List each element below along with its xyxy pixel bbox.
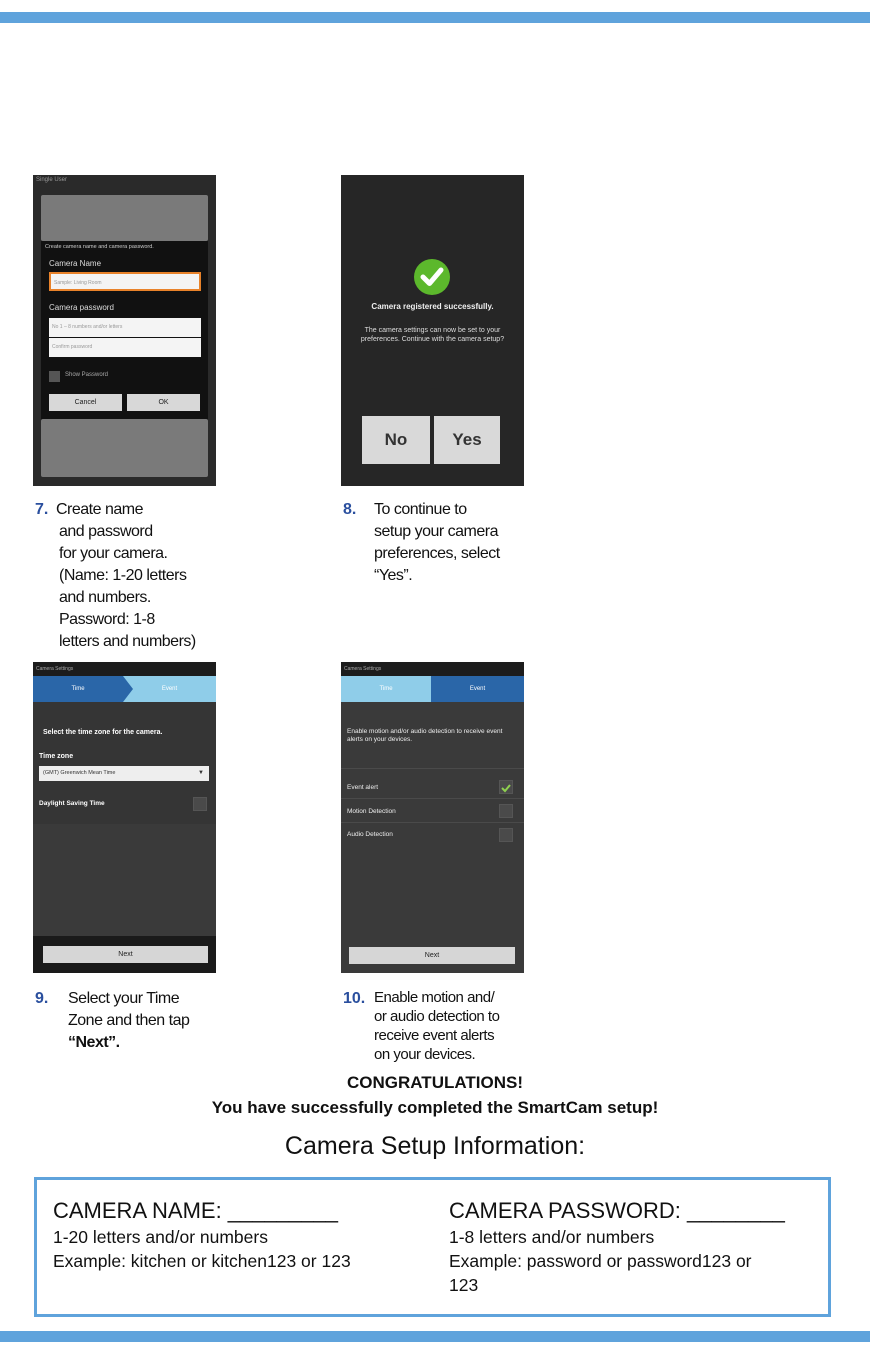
caption-line: and password [59,523,153,540]
caption-step-8 [374,499,500,587]
screenshot-camera-registered [341,175,524,486]
screenshot-event-detection [341,662,524,973]
ok-button[interactable]: OK [127,394,200,411]
dimmed-background [41,195,208,241]
event-alert-label: Event alert [347,784,379,791]
setup-info-box [34,1177,831,1317]
bottom-accent-bar [0,1331,870,1342]
caption-line: Select your Time [68,990,180,1007]
camera-name-rule: 1-20 letters and/or numbers [53,1227,268,1247]
yes-button[interactable]: Yes [434,416,500,464]
caption-step-7 [56,499,196,653]
screenshot-create-camera [33,175,216,486]
registered-message-title: Camera registered successfully. [371,302,494,311]
create-camera-dialog [41,241,208,421]
audio-detection-checkbox[interactable] [499,828,513,842]
step-time: Time [33,676,123,702]
caption-line: receive event alerts [374,1027,495,1044]
next-button[interactable]: Next [43,946,208,963]
step-number: 9. [35,990,49,1007]
camera-name-example: Example: kitchen or kitchen123 or 123 [53,1251,351,1271]
time-zone-select[interactable] [39,766,209,781]
audio-detection-label: Audio Detection [347,831,393,838]
caption-line: Enable motion and/ [374,989,495,1006]
camera-name-input[interactable]: Sample: Living Room [49,272,201,291]
caption-line: Password: 1-8 [59,611,155,628]
step-arrow-icon [421,676,431,702]
step-time: Time [379,686,393,692]
congrats-subheading: You have successfully completed the SmartCam setup! [211,1098,659,1117]
divider [341,768,524,769]
caption-step-10 [374,988,499,1064]
camera-name-heading: CAMERA NAME: _________ [53,1198,338,1223]
caption-line: on your devices. [374,1046,476,1063]
step-number: 7. [35,501,49,518]
congrats-heading: CONGRATULATIONS! [347,1073,523,1092]
next-button[interactable]: Next [349,947,515,964]
camera-password-column [449,1197,785,1297]
time-zone-label: Time zone [39,753,74,760]
daylight-saving-checkbox[interactable] [193,797,207,811]
screen-title: Camera Settings [33,662,216,676]
camera-name-label: Camera Name [49,259,102,268]
dropdown-arrow-icon: ▼ [198,770,204,776]
caption-line: preferences, select [374,545,500,562]
divider [341,798,524,799]
camera-password-heading: CAMERA PASSWORD: ________ [449,1198,785,1223]
caption-line: setup your camera [374,523,499,540]
congratulations-message [0,1070,870,1120]
camera-name-column [53,1197,351,1273]
camera-password-example-cont: 123 [449,1275,479,1295]
caption-line: for your camera. [59,545,168,562]
motion-detection-checkbox[interactable] [499,804,513,818]
step-number: 10. [343,990,366,1007]
caption-line: To continue to [374,501,467,518]
caption-line: Create name [56,501,143,518]
no-button[interactable]: No [362,416,430,464]
camera-password-input[interactable]: No 1 – 8 numbers and/or letters [49,318,201,337]
step-event: Event [431,676,524,702]
divider [341,822,524,823]
step-arrow-icon [123,676,133,702]
daylight-saving-label: Daylight Saving Time [39,800,105,807]
caption-step-9 [68,988,189,1054]
setup-info-title: Camera Setup Information: [284,1132,586,1160]
registered-message-body: The camera settings can now be set to your preferences. Continue with the camera setup? [360,327,505,343]
setup-steps [33,676,216,702]
time-zone-instruction: Select the time zone for the camera. [43,729,163,736]
camera-password-example: Example: password or password123 or [449,1251,752,1271]
step-event: Event [161,686,178,692]
show-password-checkbox[interactable] [49,371,60,382]
screen-title: Single User [36,177,68,183]
checkmark-icon [500,782,512,794]
success-check-icon [414,259,450,295]
motion-detection-label: Motion Detection [347,808,396,815]
caption-line: “Next”. [68,1034,120,1051]
confirm-password-input[interactable]: Confirm password [49,338,201,357]
caption-line: or audio detection to [374,1008,500,1025]
caption-line: letters and numbers) [59,633,196,650]
screen-title: Camera Settings [341,662,524,676]
show-password-label: Show Password [65,372,109,378]
caption-line: “Yes”. [374,567,413,584]
caption-line: Zone and then tap [68,1012,190,1029]
caption-line: (Name: 1-20 letters [59,567,187,584]
time-zone-value: (GMT) Greenwich Mean Time [43,770,116,776]
step-number: 8. [343,501,357,518]
event-alert-checkbox[interactable] [499,780,513,794]
dimmed-background-bottom [41,419,208,477]
top-accent-bar [0,12,870,23]
setup-steps [341,676,524,702]
screenshot-time-zone [33,662,216,973]
dialog-hint: Create camera name and camera password. [45,244,154,250]
detection-instruction: Enable motion and/or audio detection to receive event alerts on your devices. [347,728,503,743]
cancel-button[interactable]: Cancel [49,394,122,411]
camera-password-rule: 1-8 letters and/or numbers [449,1227,655,1247]
camera-password-label: Camera password [49,303,114,312]
caption-line: and numbers. [59,589,151,606]
